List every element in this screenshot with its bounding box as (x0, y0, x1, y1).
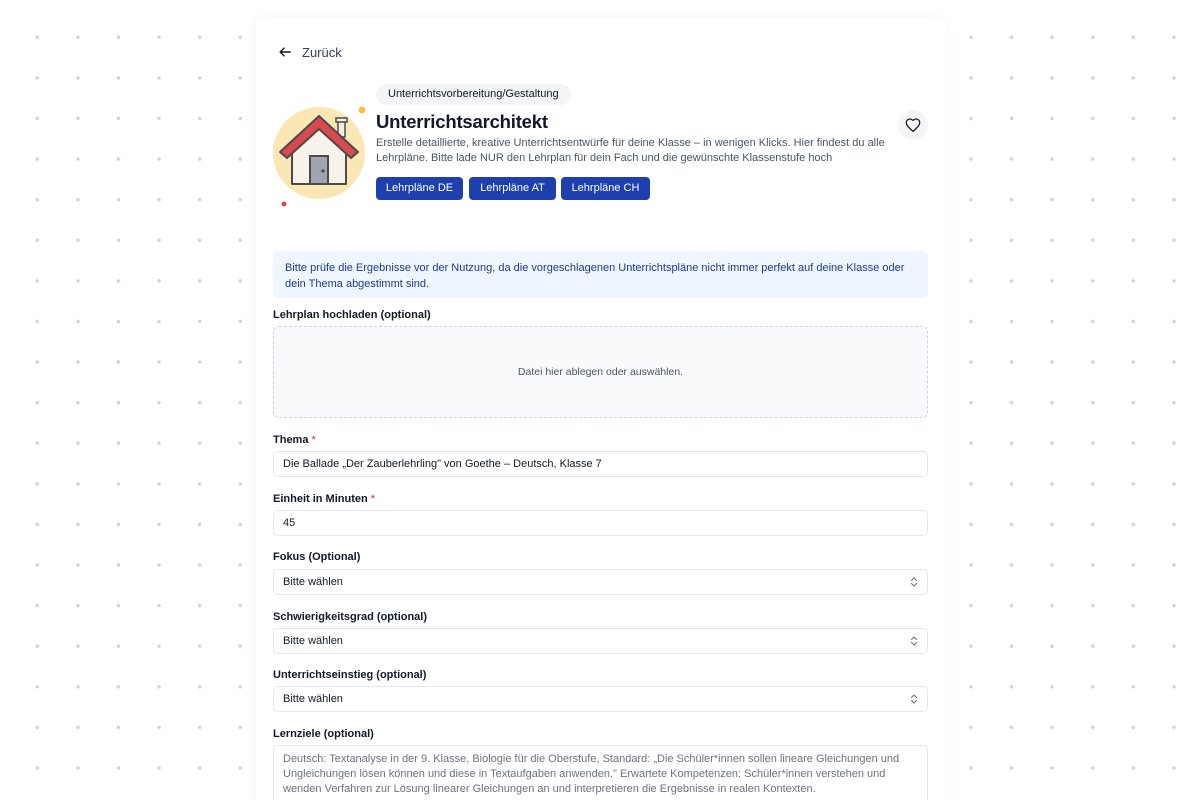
fokus-label: Fokus (Optional) (273, 551, 361, 563)
schwierigkeit-select[interactable] (273, 628, 928, 654)
schwierigkeit-value: Bitte wählen (283, 635, 343, 647)
thema-label (273, 434, 316, 446)
einheit-input[interactable] (273, 510, 928, 536)
page-title: Unterrichtsarchitekt (376, 111, 548, 132)
house-illustration (270, 100, 368, 208)
einheit-label-text: Einheit in Minuten (273, 493, 368, 505)
thema-label-text: Thema (273, 434, 309, 446)
chevron-up-down-icon (910, 694, 918, 704)
einheit-label (273, 493, 375, 505)
einheit-value: 45 (283, 517, 296, 529)
thema-input[interactable] (273, 451, 928, 477)
required-mark: * (311, 434, 316, 446)
chevron-up-down-icon (910, 636, 918, 646)
fokus-value: Bitte wählen (283, 576, 343, 588)
required-mark: * (370, 493, 375, 505)
thema-value: Die Ballade „Der Zauberlehrling" von Goethe – Deutsch, Klasse 7 (283, 458, 602, 470)
einstieg-label: Unterrichtseinstieg (optional) (273, 669, 427, 681)
einstieg-value: Bitte wählen (283, 693, 343, 705)
favorite-button[interactable] (898, 110, 928, 140)
fokus-select[interactable] (273, 569, 928, 595)
lernziele-label: Lernziele (optional) (273, 728, 374, 740)
back-label: Zurück (302, 44, 342, 60)
lehrplaene-ch-button[interactable]: Lehrpläne CH (561, 177, 650, 200)
arrow-left-icon (278, 45, 292, 59)
einstieg-select[interactable] (273, 686, 928, 712)
file-dropzone[interactable] (273, 326, 928, 418)
category-badge: Unterrichtsvorbereitung/Gestaltung (376, 84, 571, 105)
upload-label: Lehrplan hochladen (optional) (273, 309, 431, 321)
dropzone-hint: Datei hier ablegen oder auswählen. (517, 366, 684, 378)
info-notice: Bitte prüfe die Ergebnisse vor der Nutzung, da die vorgeschlagenen Unterrichtspläne nicht immer perfekt auf deine Klasse oder dein Thema abgestimmt sind. (273, 251, 928, 298)
chevron-up-down-icon (910, 577, 918, 587)
lehrplaene-de-button[interactable]: Lehrpläne DE (376, 177, 463, 200)
schwierigkeit-label: Schwierigkeitsgrad (optional) (273, 611, 428, 623)
lehrplaene-at-button[interactable]: Lehrpläne AT (469, 177, 556, 200)
lernziele-placeholder: Deutsch: Textanalyse in der 9. Klasse, Biologie für die Oberstufe, Standard: „Die Schüler*innen sollen lineare Gleichungen und Ungleichungen lösen können und diese in Textaufgaben anwenden." Erwartete Kompetenzen: Schüler*innen verstehen und wenden Verfahren zur Lösung linearer Gleichungen an und interpretieren die Ergebnisse in realen Kontexten. (283, 753, 900, 795)
heart-icon (904, 116, 922, 134)
back-link[interactable] (278, 42, 342, 62)
lernziele-textarea[interactable] (273, 745, 928, 800)
page-description: Erstelle detaillierte, kreative Unterrichtsentwürfe für deine Klasse – in wenigen Klicks. Hier findest du alle Lehrpläne. Bitte lade NUR den Lehrplan für dein Fach und die gewünschte Klassenstufe hoch (376, 137, 885, 164)
